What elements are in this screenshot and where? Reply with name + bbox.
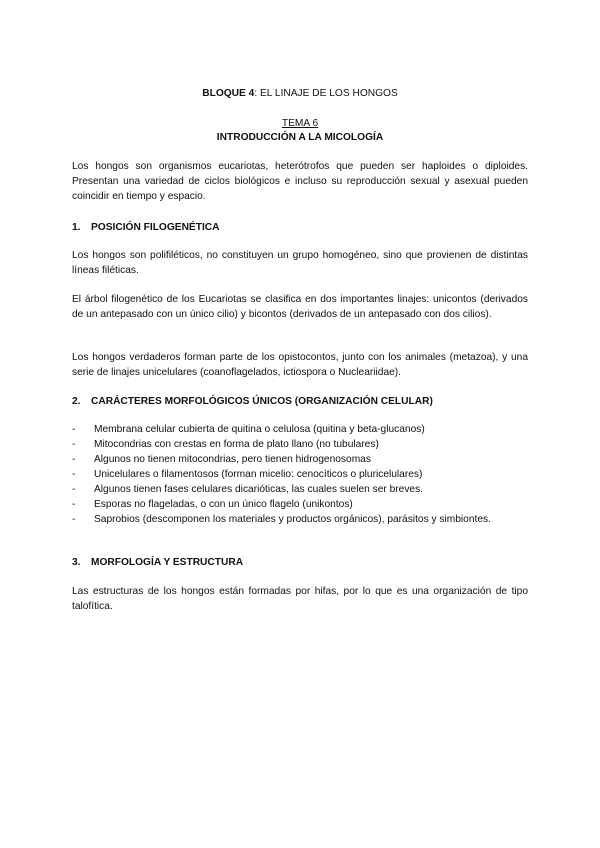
section-heading-3 (72, 555, 244, 570)
list-item-text: Unicelulares o filamentosos (forman micelio: cenocíticos o pluricelulares) (94, 469, 423, 480)
characteristics-list (72, 422, 528, 527)
list-item (72, 467, 528, 482)
dash-marker: - (72, 499, 76, 510)
list-item-text: Esporas no flageladas, o con un único flagelo (unikontos) (94, 499, 353, 510)
list-item-text: Algunos no tienen mitocondrias, pero tienen hidrogenosomas (94, 454, 371, 465)
section-title: MORFOLOGÍA Y ESTRUCTURA (91, 557, 244, 568)
block-title: : EL LINAJE DE LOS HONGOS (254, 88, 398, 99)
section-title: CARÁCTERES MORFOLÓGICOS ÚNICOS (ORGANIZACIÓN CELULAR) (91, 396, 433, 407)
section3-paragraph-1: Las estructuras de los hongos están formadas por hifas, por lo que es una organización de tipo talofítica. (72, 586, 528, 612)
dash-marker: - (72, 454, 76, 465)
dash-marker: - (72, 424, 76, 435)
section-number: 1. (72, 222, 81, 233)
list-item (72, 497, 528, 512)
section1-paragraph-2: El árbol filogenético de los Eucariotas se clasifica en dos importantes linajes: unicontos (derivados de un antepasado con un único cilio) y bicontos (derivados de un antepasado con dos cilios). (72, 294, 528, 320)
dash-marker: - (72, 469, 76, 480)
section1-paragraph-3: Los hongos verdaderos forman parte de los opistocontos, junto con los animales (metazoa), y una serie de linajes unicelulares (coanoflagelados, ictiospora o Nucleariidae). (72, 352, 528, 378)
list-item (72, 437, 528, 452)
block-number: BLOQUE 4 (202, 88, 255, 99)
list-item (72, 482, 528, 497)
section-heading-1 (72, 220, 220, 235)
section-heading-2 (72, 394, 433, 409)
section-title: POSICIÓN FILOGENÉTICA (91, 222, 220, 233)
list-item (72, 512, 528, 527)
dash-marker: - (72, 514, 76, 525)
block-heading (0, 86, 600, 101)
list-item-text: Mitocondrias con crestas en forma de plato llano (no tubulares) (94, 439, 379, 450)
page-title: INTRODUCCIÓN A LA MICOLOGÍA (216, 132, 384, 143)
list-item-text: Saprobios (descomponen los materiales y productos orgánicos), parásitos y simbiontes. (94, 514, 491, 525)
topic-label: TEMA 6 (281, 118, 319, 129)
section-number: 2. (72, 396, 81, 407)
list-item-text: Membrana celular cubierta de quitina o celulosa (quitina y beta-glucanos) (94, 424, 425, 435)
dash-marker: - (72, 484, 76, 495)
intro-paragraph: Los hongos son organismos eucariotas, heterótrofos que pueden ser haploides o diploides. Presentan una variedad de ciclos biológicos e incluso su reproducción sexual y asexual pueden coincidir en tiempo y espacio. (72, 161, 528, 202)
list-item-text: Algunos tienen fases celulares dicarióticas, las cuales suelen ser breves. (94, 484, 424, 495)
dash-marker: - (72, 439, 76, 450)
list-item (72, 422, 528, 437)
section-number: 3. (72, 557, 81, 568)
section1-paragraph-1: Los hongos son polifiléticos, no constituyen un grupo homogéneo, sino que provienen de distintas líneas filéticas. (72, 250, 528, 276)
list-item (72, 452, 528, 467)
